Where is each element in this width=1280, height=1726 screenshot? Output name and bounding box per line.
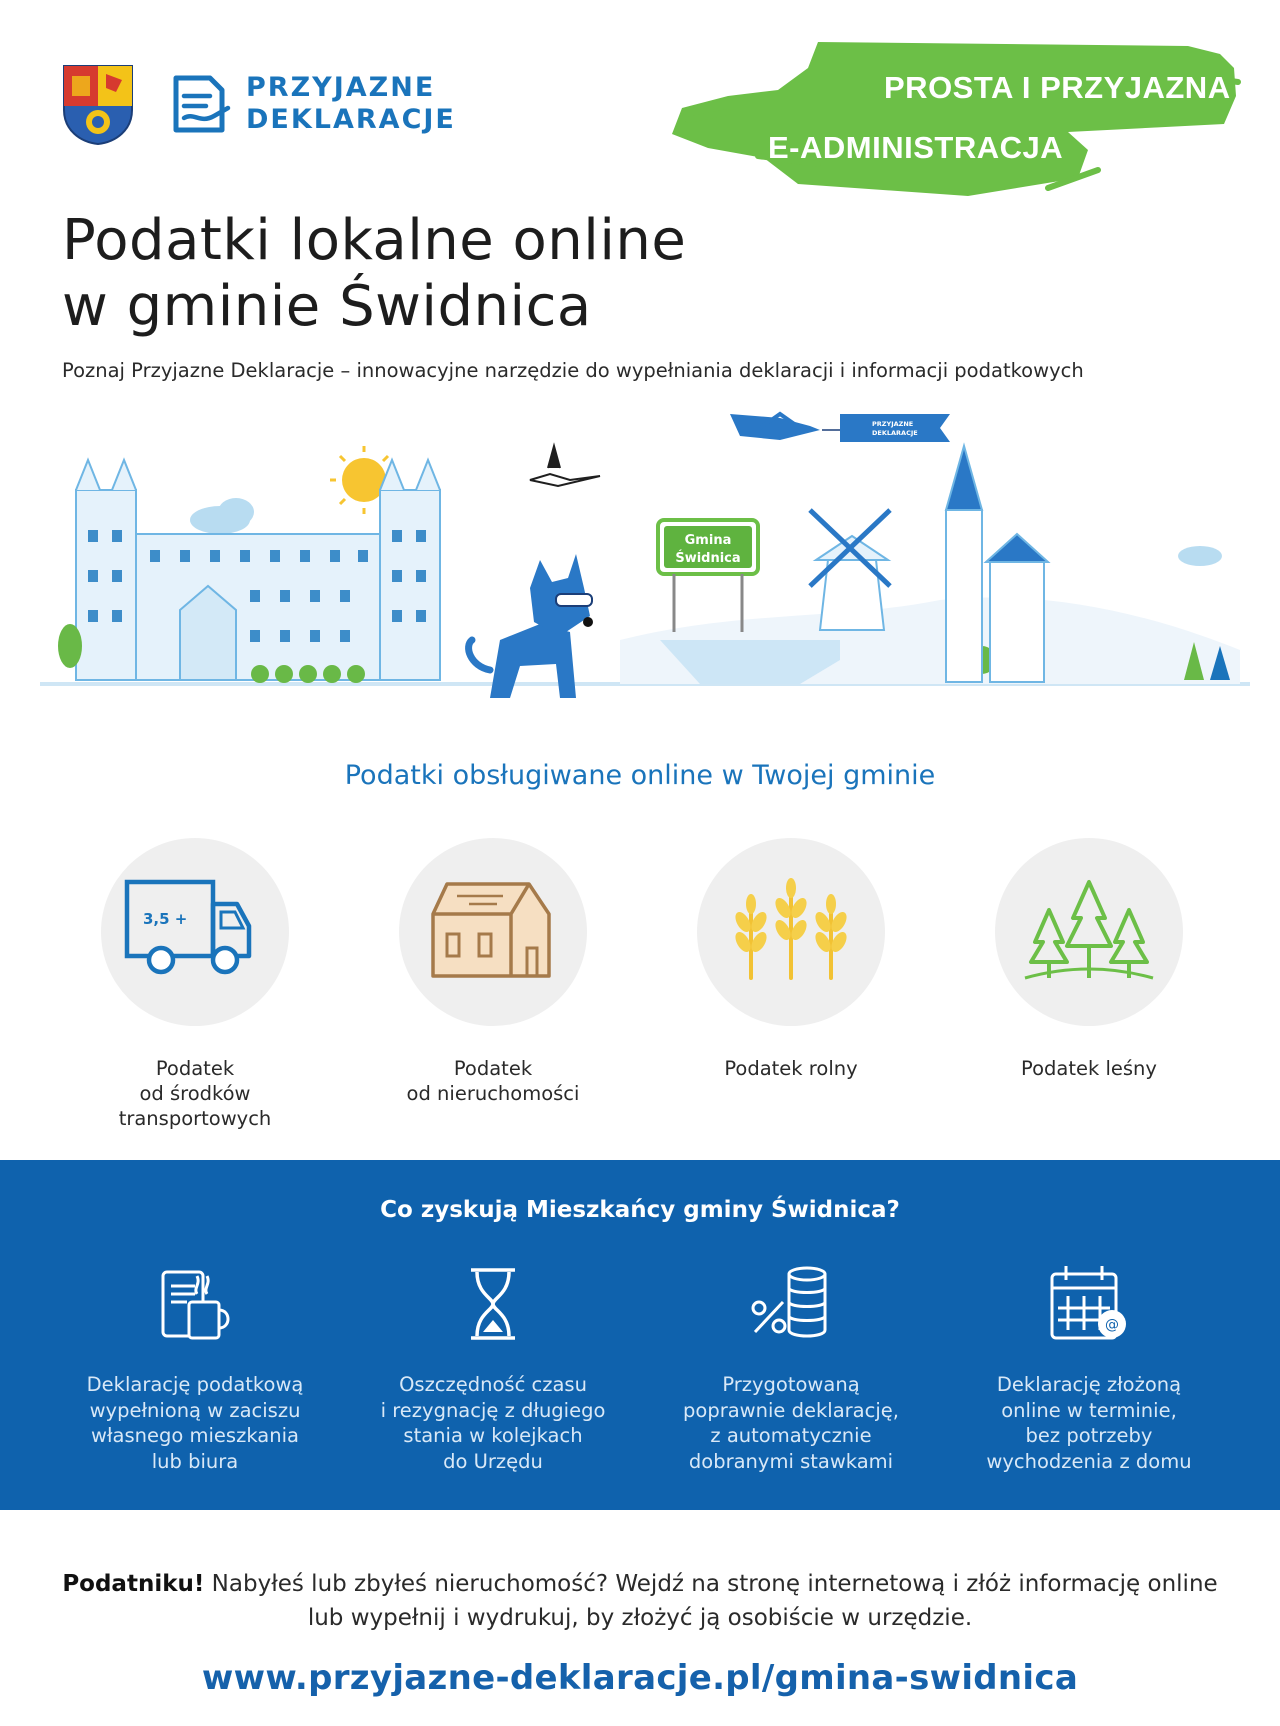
- footer-message-text: Nabyłeś lub zbyłeś nieruchomość? Wejdź na stronę internetową i złóż informację online lub wypełnij i wydrukuj, by złożyć ją osobiście w urzędzie.: [204, 1571, 1218, 1631]
- logo-text-line1: PRZYJAZNE: [246, 72, 436, 103]
- tax-label: Podatek rolny: [724, 1057, 858, 1080]
- green-brush-banner: [668, 38, 1244, 202]
- logo-text-line2: DEKLARACJE: [246, 104, 456, 135]
- tax-label: Podatek od nieruchomości: [406, 1057, 580, 1105]
- benefit-online: [954, 1262, 1224, 1474]
- town-sign: [658, 520, 758, 632]
- slogan-line2: E-ADMINISTRACJA: [768, 130, 1064, 165]
- truck-icon: [101, 838, 289, 1026]
- benefit-home: [60, 1262, 330, 1474]
- tax-label: Podatek leśny: [1021, 1057, 1157, 1080]
- benefit-text: Przygotowaną poprawnie deklarację, z automatycznie dobranymi stawkami: [683, 1373, 899, 1473]
- tax-card-property: [348, 838, 638, 1106]
- benefit-time: [358, 1262, 628, 1474]
- sign-text-line2: Świdnica: [675, 551, 741, 566]
- house-icon: [399, 838, 587, 1026]
- benefit-text: Oszczędność czasu i rezygnację z długiego stania w kolejkach do Urzędu: [380, 1373, 606, 1473]
- tax-card-forest: [944, 838, 1234, 1081]
- tax-label: Podatek od środków transportowych: [118, 1057, 272, 1130]
- palace-illustration: [76, 460, 440, 680]
- windmill-illustration: [810, 510, 890, 630]
- coat-of-arms-icon: [62, 64, 134, 146]
- page-title-line1: Podatki lokalne online: [62, 208, 687, 273]
- tax-card-transport: [50, 838, 340, 1131]
- document-logo-icon: [170, 74, 232, 136]
- footer-message-bold: Podatniku!: [62, 1571, 205, 1597]
- sign-text-line1: Gmina: [684, 533, 732, 548]
- slogan-line1: PROSTA I PRZYJAZNA: [884, 70, 1231, 105]
- benefit-text: Deklarację złożoną online w terminie, bez potrzeby wychodzenia z domu: [986, 1373, 1192, 1473]
- banner-text-line1: PRZYJAZNE: [872, 420, 914, 428]
- calendar-at-icon: [1044, 1262, 1134, 1346]
- tax-icon-circle: [697, 838, 885, 1026]
- airplane-illustration: [730, 414, 950, 442]
- tax-icon-circle: [399, 838, 587, 1026]
- taxes-heading: Podatki obsługiwane online w Twojej gminie: [344, 760, 936, 791]
- trees-icon: [995, 838, 1183, 1026]
- svg-text:@: @: [1105, 1317, 1119, 1333]
- benefit-correct: [656, 1262, 926, 1474]
- hourglass-icon: [451, 1262, 535, 1346]
- tax-card-agricultural: [646, 838, 936, 1081]
- church-illustration: [946, 446, 1048, 682]
- tablet-mug-icon: [153, 1262, 237, 1346]
- footer-message: [60, 1567, 1220, 1635]
- stork-illustration: [530, 446, 600, 486]
- benefit-text: Deklarację podatkową wypełnioną w zaciszu własnego mieszkania lub biura: [86, 1373, 304, 1473]
- footer-url-link[interactable]: www.przyjazne-deklaracje.pl/gmina-swidnica: [201, 1658, 1079, 1698]
- wheat-icon: [697, 838, 885, 1026]
- dog-mascot-illustration: [469, 554, 593, 698]
- page-title-line2: w gminie Świdnica: [62, 274, 592, 339]
- tax-icon-circle: [101, 838, 289, 1026]
- banner-text-line2: DEKLARACJE: [872, 429, 918, 437]
- percent-coins-icon: [743, 1262, 839, 1346]
- tax-icon-circle: [995, 838, 1183, 1026]
- town-illustration: [40, 410, 1250, 710]
- benefits-heading: Co zyskują Mieszkańcy gminy Świdnica?: [380, 1197, 900, 1223]
- page-subtitle: Poznaj Przyjazne Deklaracje – innowacyjne narzędzie do wypełniania deklaracji i informacji podatkowych: [62, 359, 1084, 382]
- truck-label: 3,5 +: [143, 910, 188, 928]
